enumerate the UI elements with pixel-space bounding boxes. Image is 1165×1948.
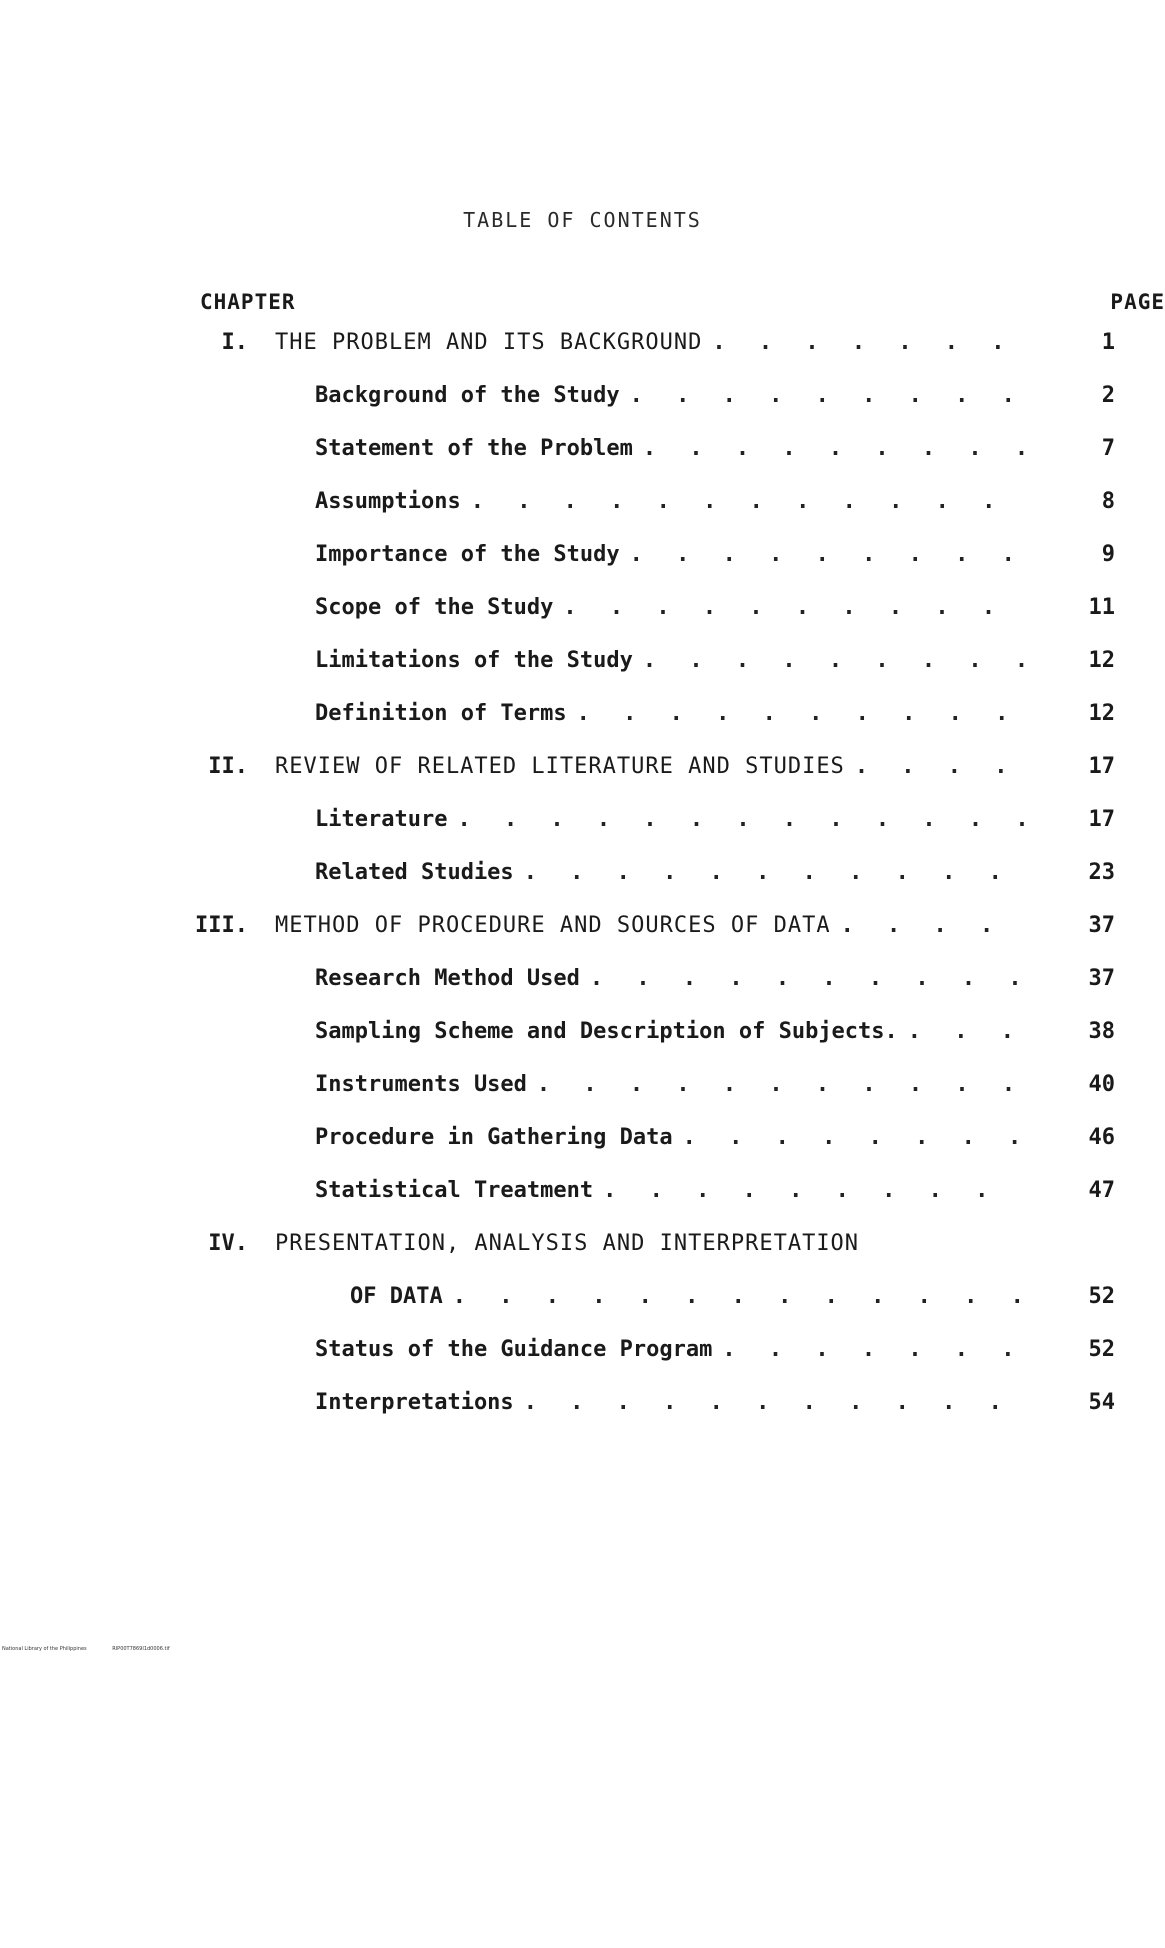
toc-entry xyxy=(0,383,1165,436)
entry-text xyxy=(315,542,1025,567)
page-number: 1 xyxy=(1101,330,1115,355)
entry-text xyxy=(315,1178,1025,1203)
entry-text xyxy=(315,1072,1025,1097)
page-number: 2 xyxy=(1101,383,1115,408)
section-title: Statistical Treatment xyxy=(315,1178,594,1203)
dot-leader xyxy=(457,807,1025,832)
toc-entry xyxy=(0,701,1165,754)
entry-text xyxy=(315,489,1025,514)
section-title: Assumptions xyxy=(315,489,461,514)
footer-filename: RIP00T7869I1d0006.tif xyxy=(112,1646,170,1652)
page-number: 38 xyxy=(1088,1019,1115,1044)
toc-entry xyxy=(0,330,1165,383)
entry-text xyxy=(315,1337,1025,1362)
section-title: Importance of the Study xyxy=(315,542,620,567)
page-number: 12 xyxy=(1088,701,1115,726)
page-number: 46 xyxy=(1088,1125,1115,1150)
page-number: 23 xyxy=(1088,860,1115,885)
dot-leader xyxy=(590,966,1025,991)
toc-entry xyxy=(0,860,1165,913)
dot-leader xyxy=(563,595,1025,620)
page-number: 37 xyxy=(1088,966,1115,991)
dot-leader xyxy=(453,1284,1025,1309)
chapter-number: I. xyxy=(221,330,248,355)
entry-text xyxy=(275,330,1025,355)
section-title: Instruments Used xyxy=(315,1072,527,1097)
toc-entry xyxy=(0,489,1165,542)
chapter-title: PRESENTATION, ANALYSIS AND INTERPRETATION xyxy=(275,1231,860,1256)
toc-entry xyxy=(0,1178,1165,1231)
page-title: TABLE OF CONTENTS xyxy=(463,208,702,232)
dot-leader xyxy=(855,754,1025,779)
entry-text xyxy=(315,383,1025,408)
section-title: Scope of the Study xyxy=(315,595,554,620)
section-title: Background of the Study xyxy=(315,383,620,408)
chapter-number: III. xyxy=(195,913,248,938)
toc-entry xyxy=(0,436,1165,489)
toc-entry xyxy=(0,595,1165,648)
footer-source: National Library of the Philippines xyxy=(2,1646,87,1652)
entry-text xyxy=(275,754,1025,779)
scan-footer xyxy=(2,1646,194,1652)
page-number: 47 xyxy=(1088,1178,1115,1203)
page-column-header: PAGE xyxy=(1110,290,1165,314)
dot-leader xyxy=(643,648,1025,673)
dot-leader xyxy=(537,1072,1025,1097)
toc-entry xyxy=(0,1231,1165,1284)
entry-text xyxy=(315,807,1025,832)
page-number: 52 xyxy=(1088,1284,1115,1309)
dot-leader xyxy=(643,436,1025,461)
chapter-number: IV. xyxy=(208,1231,248,1256)
entry-text xyxy=(315,966,1025,991)
section-title: Related Studies xyxy=(315,860,514,885)
page-number: 52 xyxy=(1088,1337,1115,1362)
entry-text xyxy=(315,1019,1025,1044)
toc-entry xyxy=(0,1019,1165,1072)
toc-entry xyxy=(0,966,1165,1019)
page-number: 8 xyxy=(1101,489,1115,514)
entry-text xyxy=(315,648,1025,673)
toc-entry xyxy=(0,1125,1165,1178)
dot-leader xyxy=(683,1125,1025,1150)
section-title: Sampling Scheme and Description of Subjects. xyxy=(315,1019,898,1044)
page-number: 37 xyxy=(1088,913,1115,938)
toc-entry xyxy=(0,648,1165,701)
dot-leader xyxy=(630,542,1025,567)
section-title: Definition of Terms xyxy=(315,701,567,726)
toc-entry xyxy=(0,754,1165,807)
dot-leader xyxy=(603,1178,1025,1203)
toc-entry xyxy=(0,542,1165,595)
entry-text xyxy=(275,913,1025,938)
entry-text xyxy=(275,1231,1025,1256)
entry-text xyxy=(315,701,1025,726)
page-number: 11 xyxy=(1088,595,1115,620)
page-number: 9 xyxy=(1101,542,1115,567)
section-title: Limitations of the Study xyxy=(315,648,633,673)
page-number: 7 xyxy=(1101,436,1115,461)
dot-leader xyxy=(524,860,1025,885)
chapter-title: METHOD OF PROCEDURE AND SOURCES OF DATA xyxy=(275,913,831,938)
entry-text xyxy=(350,1284,1025,1309)
chapter-title: THE PROBLEM AND ITS BACKGROUND xyxy=(275,330,703,355)
entry-text xyxy=(315,595,1025,620)
page-number: 12 xyxy=(1088,648,1115,673)
chapter-column-header: CHAPTER xyxy=(200,290,296,314)
dot-leader xyxy=(577,701,1025,726)
section-title: OF DATA xyxy=(350,1284,443,1309)
page-number: 54 xyxy=(1088,1390,1115,1415)
dot-leader xyxy=(524,1390,1025,1415)
dot-leader xyxy=(722,1337,1025,1362)
section-title: Status of the Guidance Program xyxy=(315,1337,713,1362)
toc-entry xyxy=(0,1284,1165,1337)
toc-entry xyxy=(0,913,1165,966)
toc-entry xyxy=(0,1390,1165,1443)
chapter-number: II. xyxy=(208,754,248,779)
dot-leader xyxy=(908,1019,1025,1044)
toc-entry xyxy=(0,1337,1165,1390)
dot-leader xyxy=(712,330,1025,355)
section-title: Literature xyxy=(315,807,448,832)
toc-list xyxy=(0,330,1165,1443)
page-number: 17 xyxy=(1088,754,1115,779)
dot-leader xyxy=(841,913,1025,938)
section-title: Interpretations xyxy=(315,1390,514,1415)
entry-text xyxy=(315,436,1025,461)
dot-leader xyxy=(471,489,1025,514)
entry-text xyxy=(315,1125,1025,1150)
toc-entry xyxy=(0,1072,1165,1125)
page-number: 40 xyxy=(1088,1072,1115,1097)
section-title: Statement of the Problem xyxy=(315,436,633,461)
section-title: Procedure in Gathering Data xyxy=(315,1125,673,1150)
section-title: Research Method Used xyxy=(315,966,580,991)
dot-leader xyxy=(630,383,1025,408)
entry-text xyxy=(315,860,1025,885)
entry-text xyxy=(315,1390,1025,1415)
page-number: 17 xyxy=(1088,807,1115,832)
chapter-title: REVIEW OF RELATED LITERATURE AND STUDIES xyxy=(275,754,845,779)
toc-entry xyxy=(0,807,1165,860)
